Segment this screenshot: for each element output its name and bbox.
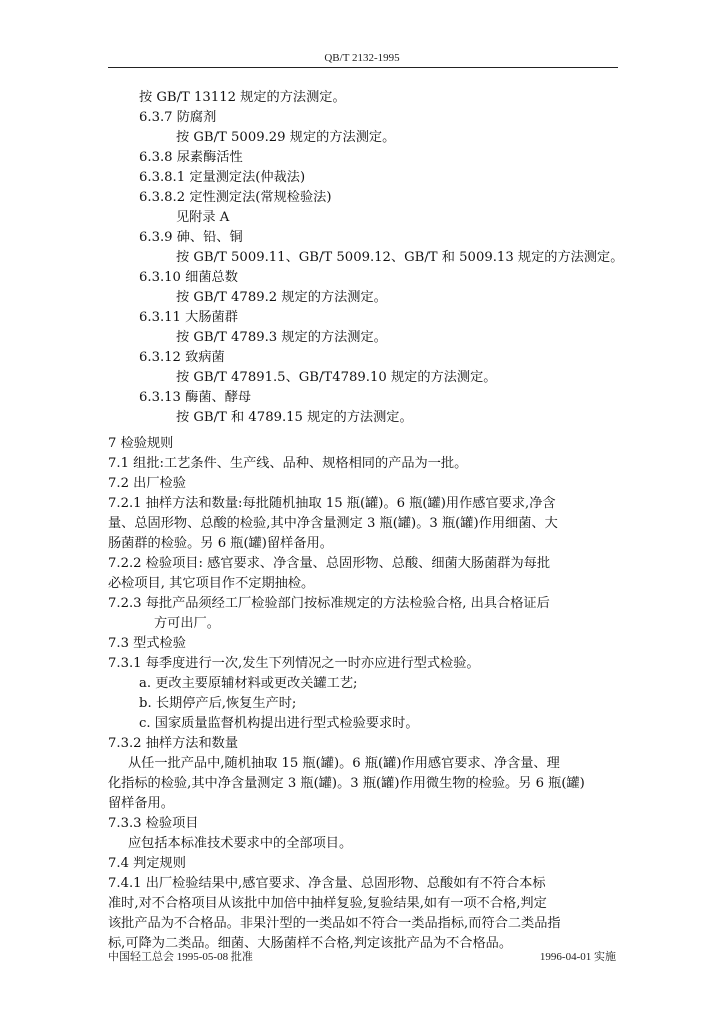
- text-line: 从任一批产品中,随机抽取 15 瓶(罐)。6 瓶(罐)作用感官要求、净含量、理: [128, 756, 560, 771]
- text-line: 见附录 A: [176, 210, 230, 225]
- text-line: 7.3.1 每季度进行一次,发生下列情况之一时亦应进行型式检验。: [108, 656, 480, 671]
- list-item: c. 国家质量监督机构提出进行型式检验要求时。: [139, 716, 419, 731]
- section-heading: 6.3.10 细菌总数: [139, 270, 238, 285]
- header-rule: [108, 67, 618, 68]
- text-line: 肠菌群的检验。另 6 瓶(罐)留样备用。: [108, 536, 333, 551]
- section-heading: 6.3.11 大肠菌群: [139, 310, 238, 325]
- section-heading: 6.3.8.2 定性测定法(常规检验法): [139, 190, 332, 205]
- list-item: a. 更改主要原辅材料或更改关罐工艺;: [139, 676, 358, 691]
- section-heading: 7.3 型式检验: [108, 636, 186, 651]
- text-line: 方可出厂。: [154, 616, 220, 631]
- text-line: 按 GB/T 47891.5、GB/T4789.10 规定的方法测定。: [176, 370, 497, 385]
- section-heading: 6.3.8.1 定量测定法(仲裁法): [139, 170, 306, 185]
- text-line: 按 GB/T 5009.29 规定的方法测定。: [176, 130, 396, 145]
- text-line: 7.2.3 每批产品须经工厂检验部门按标准规定的方法检验合格, 出具合格证后: [108, 596, 550, 611]
- effective-date: 1996-04-01 实施: [539, 951, 616, 963]
- text-line: 7.2.2 检验项目: 感官要求、净含量、总固形物、总酸、细菌大肠菌群为每批: [108, 556, 551, 571]
- section-heading: 6.3.8 尿素酶活性: [139, 150, 243, 165]
- text-line: 按 GB/T 5009.11、GB/T 5009.12、GB/T 和 5009.13 规定的方法测定。: [176, 250, 624, 265]
- section-heading: 7.4 判定规则: [108, 856, 186, 871]
- section-heading: 7.3.2 抽样方法和数量: [108, 736, 239, 751]
- text-line: 必检项目, 其它项目作不定期抽检。: [108, 576, 315, 591]
- section-heading: 7.3.3 检验项目: [108, 816, 199, 831]
- text-line: 化指标的检验,其中净含量测定 3 瓶(罐)。3 瓶(罐)作用微生物的检验。另 6 瓶(罐): [108, 776, 585, 791]
- section-heading: 7.2 出厂检验: [108, 476, 186, 491]
- text-line: 准时,对不合格项目从该批中加倍中抽样复验,复验结果,如有一项不合格,判定: [108, 896, 547, 911]
- text-line: 标,可降为二类品。细菌、大肠菌样不合格,判定该批产品为不合格品。: [108, 936, 513, 951]
- chapter-heading: 7 检验规则: [108, 436, 174, 451]
- section-heading: 6.3.7 防腐剂: [139, 110, 217, 125]
- text-line: 7.1 组批:工艺条件、生产线、品种、规格相同的产品为一批。: [108, 456, 468, 471]
- text-line: 留样备用。: [108, 796, 174, 811]
- list-item: b. 长期停产后,恢复生产时;: [139, 696, 297, 711]
- standard-code: QB/T 2132-1995: [324, 52, 400, 64]
- text-line: 7.2.1 抽样方法和数量:每批随机抽取 15 瓶(罐)。6 瓶(罐)用作感官要求,净含: [108, 496, 556, 511]
- section-heading: 6.3.12 致病菌: [139, 350, 225, 365]
- text-line: 按 GB/T 4789.3 规定的方法测定。: [176, 330, 387, 345]
- text-line: 应包括本标准技术要求中的全部项目。: [128, 836, 353, 851]
- section-heading: 6.3.13 酶菌、酵母: [139, 390, 252, 405]
- text-line: 该批产品为不合格品。非果汁型的一类品如不符合一类品指标,而符合二类品指: [108, 916, 561, 931]
- text-line: 按 GB/T 和 4789.15 规定的方法测定。: [176, 410, 413, 425]
- approval-note: 中国轻工总会 1995-05-08 批准: [108, 951, 253, 963]
- section-heading: 6.3.9 砷、铅、铜: [139, 230, 243, 245]
- text-line: 按 GB/T 4789.2 规定的方法测定。: [176, 290, 387, 305]
- text-line: 7.4.1 出厂检验结果中,感官要求、净含量、总固形物、总酸如有不符合本标: [108, 876, 546, 891]
- text-line: 按 GB/T 13112 规定的方法测定。: [139, 90, 346, 105]
- text-line: 量、总固形物、总酸的检验,其中净含量测定 3 瓶(罐)。3 瓶(罐)作用细菌、大: [108, 516, 558, 531]
